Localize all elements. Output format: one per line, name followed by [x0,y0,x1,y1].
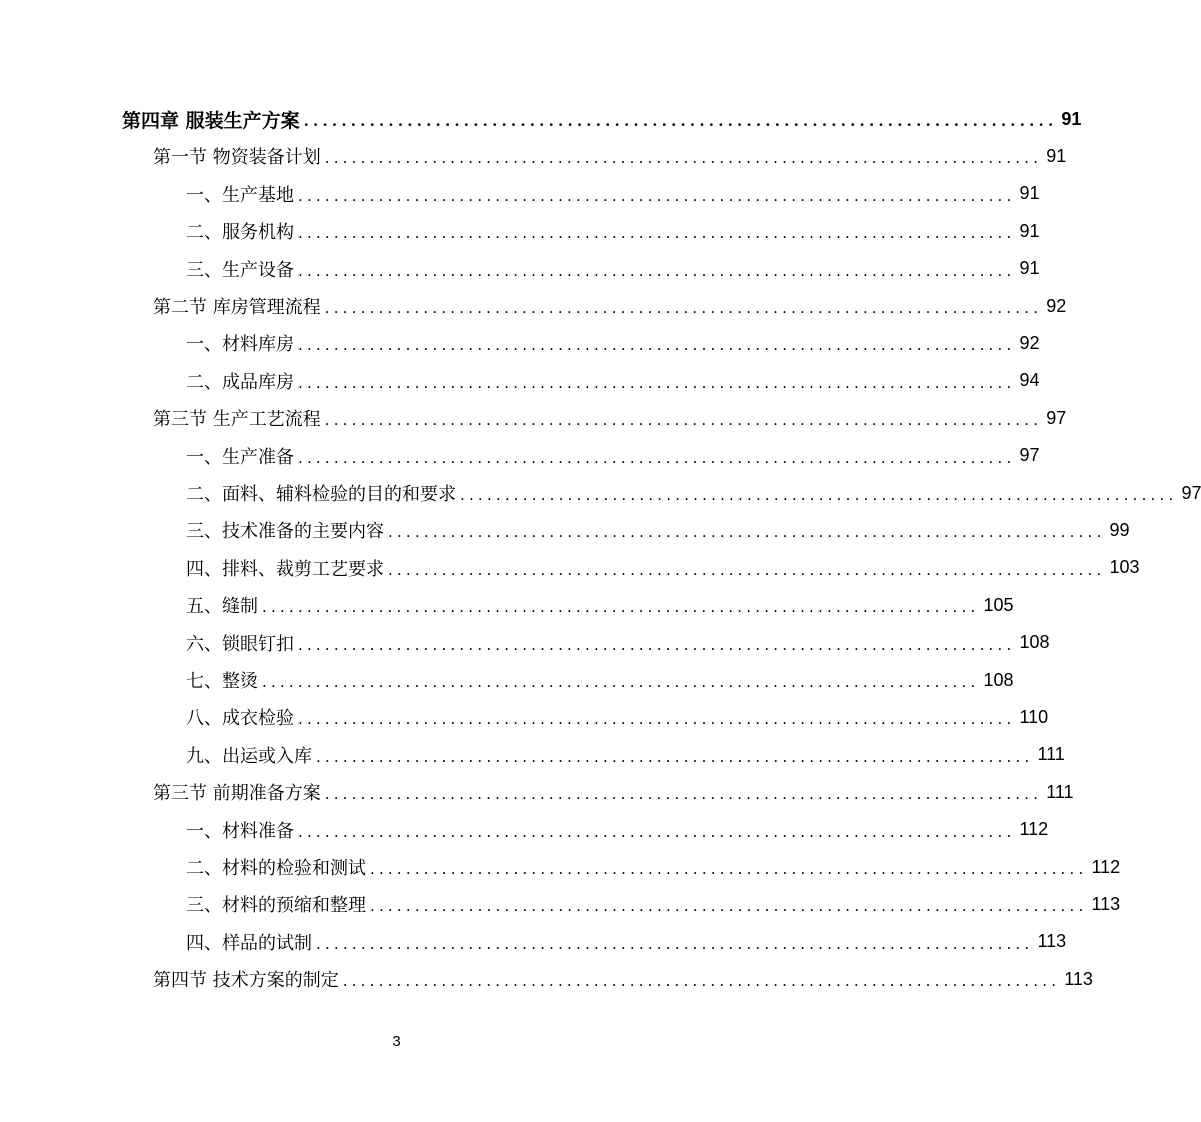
toc-entry-title: 四、样品的试制 [186,932,312,954]
toc-entry-title: 一、材料库房 [186,334,294,356]
toc-entry-page: 92 [1046,295,1067,316]
toc-entry-page: 97 [1019,445,1040,466]
toc-entry[interactable] [186,588,1014,622]
toc-entry-page: 113 [1064,968,1093,989]
toc-entry-page: 110 [1019,706,1049,727]
toc-leader-dots: ................................................................................ [298,336,1016,355]
toc-entry-page: 112 [1019,819,1049,840]
toc-entry-title: 第三节 前期准备方案 [153,783,321,805]
toc-entry-page: 91 [1019,183,1040,204]
toc-entry[interactable] [186,214,1040,248]
toc-leader-dots: ................................................................................ [324,149,1043,168]
toc-entry-title: 四、排料、裁剪工艺要求 [186,558,384,580]
toc-entry-page: 91 [1061,108,1082,129]
toc-leader-dots: ................................................................................ [298,448,1016,467]
toc-leader-dots: ................................................................................ [324,299,1043,317]
toc-entry[interactable] [186,887,1121,921]
toc-entry-title: 第一节 物资装备计划 [153,147,321,169]
toc-entry-title: 三、技术准备的主要内容 [186,521,384,543]
toc-entry-page: 113 [1091,893,1121,914]
toc-entry[interactable] [153,962,1093,996]
toc-entry[interactable] [186,326,1040,360]
toc-entry-title: 一、材料准备 [186,820,294,842]
toc-entry-page: 111 [1046,781,1074,802]
page-number: 3 [392,1033,401,1050]
toc-leader-dots: ................................................................................ [262,673,980,691]
toc-entry-title: 九、出运或入库 [186,745,312,767]
toc-leader-dots: ................................................................................ [324,785,1043,804]
toc-entry[interactable] [186,252,1040,286]
toc-entry-title: 第二节 库房管理流程 [153,297,321,318]
toc-entry-title: 八、成衣检验 [186,708,294,730]
toc-leader-dots: ................................................................................ [388,523,1106,542]
toc-entry-page: 91 [1019,220,1040,241]
toc-leader-dots: ................................................................................ [262,598,980,617]
toc-leader-dots: ................................................................................ [370,860,1088,878]
toc-leader-dots: ................................................................................ [298,186,1016,205]
toc-entry-page: 91 [1019,258,1040,279]
toc-entry[interactable] [186,663,1014,697]
toc-entry[interactable] [186,700,1049,734]
toc-leader-dots: ................................................................................ [316,934,1034,953]
toc-entry[interactable] [186,626,1050,660]
toc-leader-dots: ................................................................................ [388,560,1106,579]
toc-entry-title: 三、材料的预缩和整理 [186,895,366,917]
toc-entry-title: 二、成品库房 [186,371,294,393]
toc-entry-title: 二、面料、辅料检验的目的和要求 [186,484,456,505]
toc-entry[interactable] [153,401,1067,435]
toc-entry[interactable] [153,139,1067,173]
toc-entry-page: 105 [983,594,1014,615]
toc-entry[interactable] [186,364,1040,398]
toc-entry-page: 97 [1181,482,1201,503]
toc-leader-dots: ................................................................................ [342,972,1061,991]
toc-entry-title: 第三节 生产工艺流程 [153,409,321,431]
toc-entry-title: 五、缝制 [186,596,258,618]
toc-entry-title: 一、生产准备 [186,446,294,468]
toc-entry-page: 108 [1019,632,1050,653]
toc-entry-title: 二、服务机构 [186,222,294,244]
toc-leader-dots: ................................................................................ [298,224,1016,243]
toc-entry-title: 三、生产设备 [186,259,294,281]
toc-entry-title: 六、锁眼钉扣 [186,633,294,655]
toc-entry-page: 94 [1019,370,1040,391]
toc-leader-dots: ................................................................................ [316,747,1034,766]
toc-entry-title: 第四节 技术方案的制定 [153,970,339,992]
toc-entry-title: 七、整烫 [186,671,258,692]
toc-entry-page: 91 [1046,145,1067,166]
toc-entry-page: 113 [1037,931,1067,952]
toc-entry-page: 103 [1109,557,1140,578]
toc-entry-title: 一、生产基地 [186,184,294,206]
toc-leader-dots: ................................................................................ [303,112,1058,130]
toc-entry[interactable] [186,850,1121,884]
toc-entry-page: 112 [1091,856,1121,877]
toc-entry[interactable] [186,813,1049,847]
toc-entry[interactable] [186,476,1201,510]
toc-entry[interactable] [186,513,1130,547]
toc-leader-dots: ................................................................................ [324,411,1043,430]
toc-leader-dots: ................................................................................ [298,373,1016,392]
toc-leader-dots: ................................................................................ [460,486,1178,504]
toc-entry-title: 二、材料的检验和测试 [186,858,366,879]
toc-entry-page: 97 [1046,407,1067,428]
toc-leader-dots: ................................................................................ [298,261,1016,280]
toc-entry[interactable] [186,925,1067,959]
toc-entry-page: 92 [1019,332,1040,353]
toc-entry[interactable] [186,439,1040,473]
toc-entry-page: 111 [1037,744,1065,765]
toc-entry[interactable] [186,177,1040,211]
toc-entry[interactable] [122,102,1082,136]
toc-entry-page: 108 [983,669,1014,690]
toc-entry-title: 第四章 服装生产方案 [122,109,300,132]
toc-entry[interactable] [186,738,1065,772]
toc-leader-dots: ................................................................................ [298,710,1016,729]
toc-entry[interactable] [186,551,1140,585]
toc-leader-dots: ................................................................................ [298,822,1016,841]
toc-leader-dots: ................................................................................ [370,897,1088,916]
toc-entry[interactable] [153,289,1067,323]
toc-entry[interactable] [153,775,1074,809]
toc-entry-page: 99 [1109,519,1130,540]
toc-leader-dots: ................................................................................ [298,635,1016,654]
